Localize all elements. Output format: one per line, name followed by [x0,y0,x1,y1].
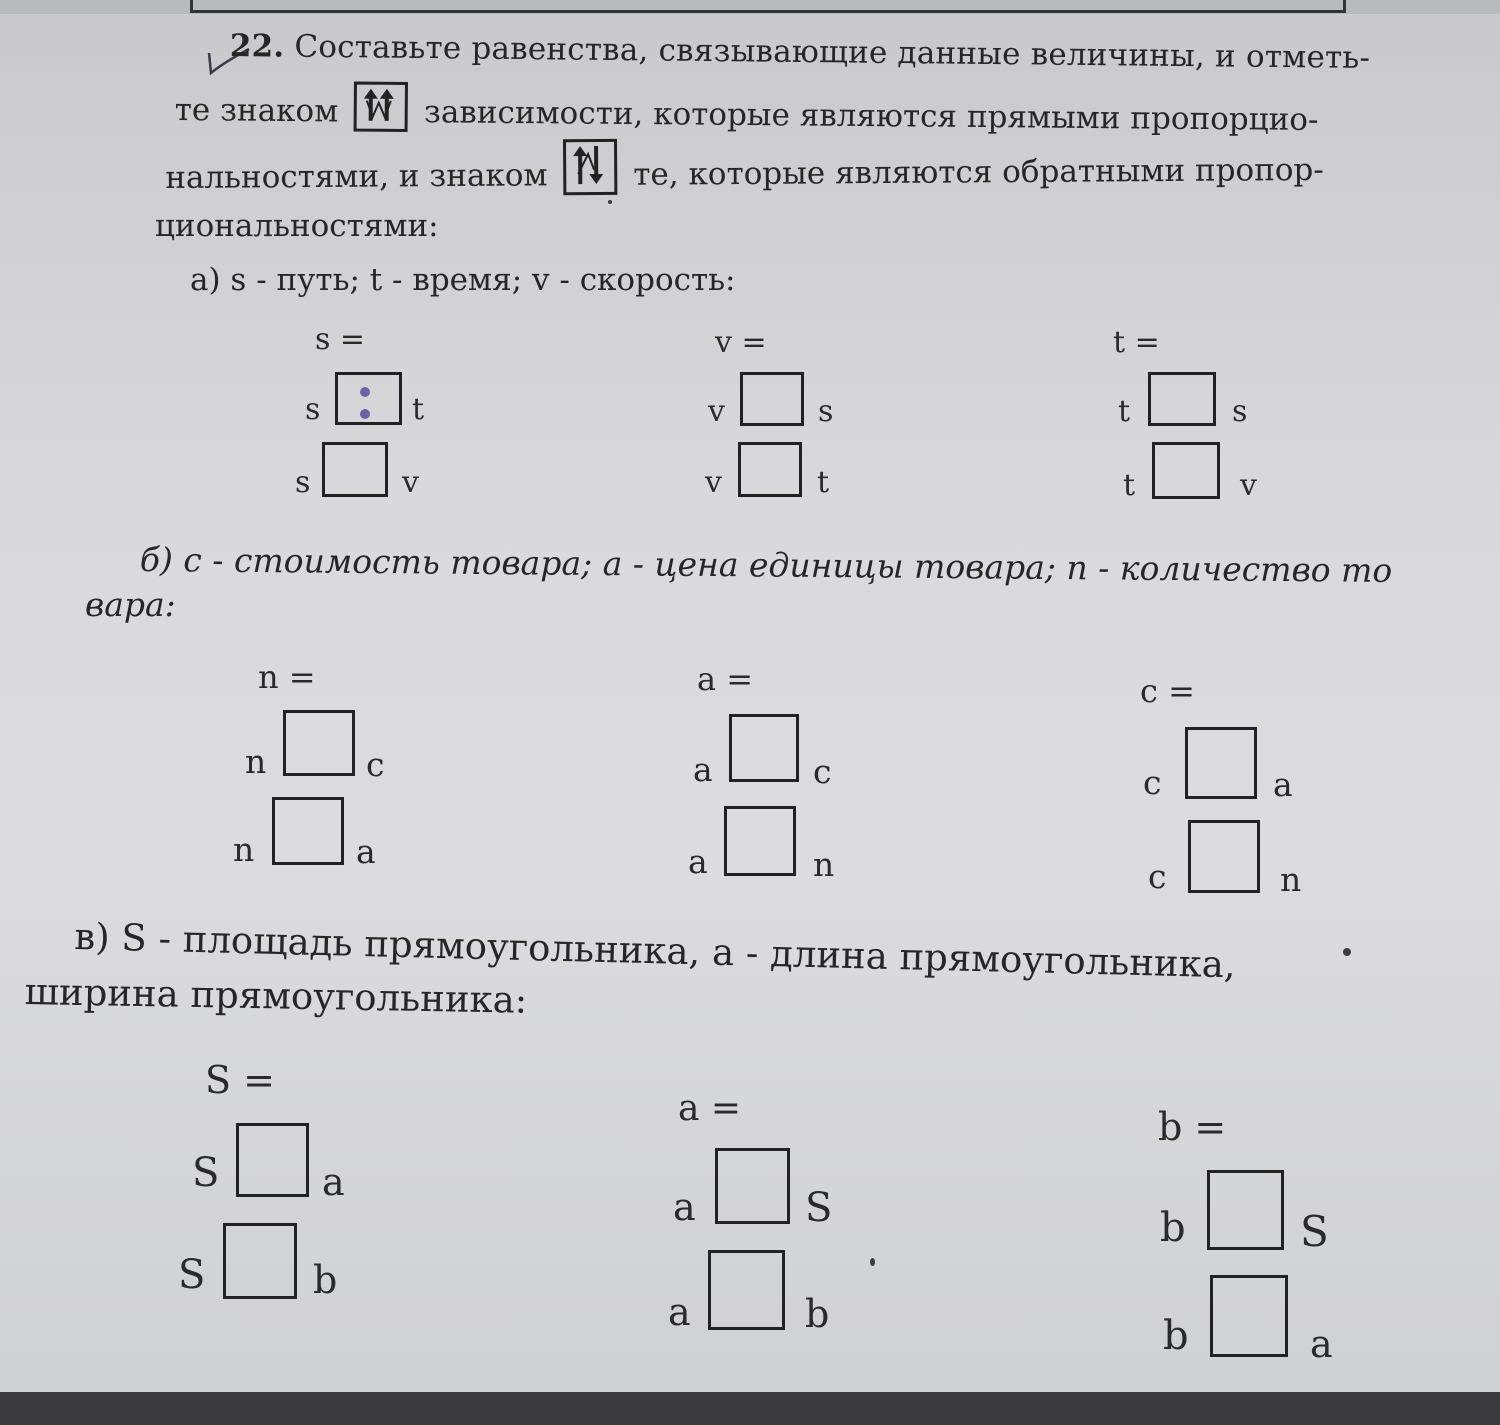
cell-left-label: S [178,1252,206,1298]
task-line-4 [155,208,439,244]
cell-right-label: n [813,845,835,884]
cell-right-label: a [356,832,376,871]
cell-right-label: c [813,752,832,791]
cell-left-label: t [1118,394,1131,429]
cell-left-label: v [705,465,722,500]
answer-cell-c-n[interactable] [1188,820,1260,893]
group-header: c = [1140,672,1195,710]
direct-proportion-sign-icon [354,82,408,132]
cell-right-label: t [412,392,425,427]
pen-dot [870,1258,875,1266]
page-bottom-edge [0,1392,1500,1425]
pen-dot [1343,948,1351,956]
cell-right-label: v [1240,468,1257,503]
cell-left-label: a [668,1290,691,1334]
cell-left-label: c [1148,857,1167,896]
part-b-heading-line-2: вара: [85,585,176,624]
answer-cell-n-a[interactable] [272,797,344,865]
cell-left-label: v [708,394,725,429]
task-text: зависимости, которые являются прямыми пропорцио- [423,94,1319,138]
group-header: a = [697,660,754,698]
answer-cell-b-a[interactable] [1210,1275,1288,1357]
inverse-proportion-sign-icon [563,139,617,195]
pen-mark [360,387,370,397]
task-text: нальностями, и знаком [165,157,548,196]
task-text: те знаком [174,91,339,130]
answer-cell-a-c[interactable] [729,714,799,782]
group-header: n = [258,658,316,696]
answer-cell-a-b[interactable] [708,1250,785,1330]
cell-right-label: s [818,394,834,429]
cell-left-label: t [1123,468,1136,503]
cell-left-label: s [295,465,311,500]
cell-left-label: a [673,1185,696,1229]
cell-left-label: a [693,750,713,789]
cell-right-label: c [366,745,385,784]
task-text: циональностями: [155,208,439,244]
part-c-heading-line-2: ширина прямоугольника: [24,970,528,1022]
answer-cell-t-v[interactable] [1152,442,1220,499]
part-b-heading-line-1: б) c - стоимость товара; a - цена единицы товара; n - количество то [139,540,1393,590]
answer-cell-S-b[interactable] [223,1223,297,1299]
group-header: S = [205,1058,275,1102]
cell-left-label: n [245,742,267,781]
answer-cell-c-a[interactable] [1185,727,1257,799]
answer-cell-v-t[interactable] [738,442,802,497]
cell-left-label: S [192,1150,220,1196]
cell-right-label: S [805,1185,833,1231]
cell-right-label: a [1273,765,1293,804]
cell-left-label: s [305,392,321,427]
task-number: 22. [229,28,285,65]
answer-cell-s-t[interactable] [335,372,402,425]
task-text: Составьте равенства, связывающие данные величины, и отметь- [294,28,1371,76]
part-c-heading-line-1: в) S - площадь прямоугольника, a - длина прямоугольника, [73,915,1237,987]
answer-cell-a-n[interactable] [724,806,796,876]
cell-right-label: a [322,1160,345,1204]
group-header: b = [1158,1105,1227,1149]
answer-cell-b-S[interactable] [1207,1170,1284,1250]
answer-cell-S-a[interactable] [236,1123,309,1197]
cell-left-label: c [1143,763,1162,802]
answer-cell-t-s[interactable] [1148,372,1216,426]
pen-mark [360,409,370,419]
cell-right-label: s [1232,394,1248,429]
answer-cell-v-s[interactable] [740,372,804,426]
cell-right-label: b [805,1292,830,1336]
cell-right-label: t [817,465,830,500]
cell-left-label: a [688,842,708,881]
cell-right-label: b [313,1258,338,1302]
cell-left-label: b [1163,1313,1189,1359]
group-header: a = [678,1088,742,1129]
answer-cell-a-S[interactable] [715,1148,790,1224]
group-header: s = [315,322,366,357]
answer-cell-s-v[interactable] [322,442,388,497]
cell-left-label: n [233,830,255,869]
task-line-1 [230,28,1371,76]
cell-right-label: n [1280,860,1302,899]
task-line-3 [165,134,1324,198]
group-header: v = [715,325,767,360]
task-line-2 [175,80,1319,140]
task-text: те, которые являются обратными пропор- [633,151,1324,193]
page-top-strip [0,0,1500,14]
pen-dot [608,200,612,204]
part-a-heading: а) s - путь; t - время; v - скорость: [190,262,736,298]
group-header: t = [1113,325,1160,360]
cell-right-label: v [402,465,419,500]
cell-left-label: b [1160,1205,1186,1251]
cell-right-label: S [1300,1207,1329,1256]
previous-task-frame [190,0,1346,13]
answer-cell-n-c[interactable] [283,710,355,776]
cell-right-label: a [1310,1322,1333,1366]
